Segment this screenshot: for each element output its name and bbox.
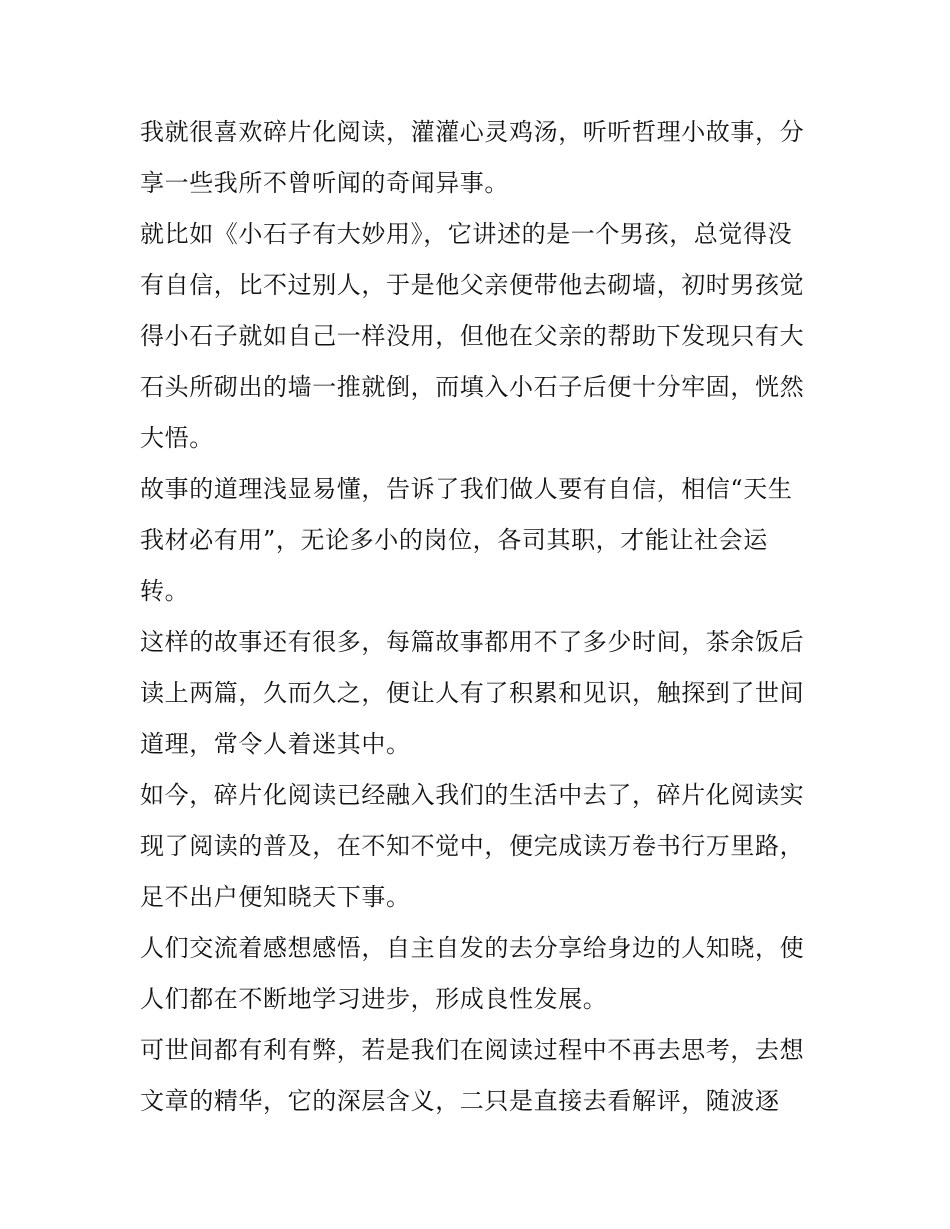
text-line: 就比如《小石子有大妙用》，它讲述的是一个男孩，总觉得没: [140, 220, 793, 248]
text-line: 享一些我所不曾听闻的奇闻异事。: [140, 169, 509, 197]
text-line: 人们都在不断地学习进步，形成良性发展。: [140, 985, 608, 1013]
text-line: 石头所砌出的墙一推就倒，而填入小石子后便十分牢固，恍然: [140, 373, 805, 401]
text-line: 人们交流着感想感悟，自主自发的去分享给身边的人知晓，使: [140, 934, 805, 962]
text-line: 现了阅读的普及，在不知不觉中，便完成读万卷书行万里路，: [140, 832, 805, 860]
text-line: 这样的故事还有很多，每篇故事都用不了多少时间，茶余饭后: [140, 628, 805, 656]
text-line: 有自信，比不过别人，于是他父亲便带他去砌墙，初时男孩觉: [140, 271, 805, 299]
text-line: 我材必有用”，无论多小的岗位，各司其职，才能让社会运: [140, 526, 768, 554]
text-line: 读上两篇，久而久之，便让人有了积累和见识，触探到了世间: [140, 679, 805, 707]
text-line: 可世间都有利有弊，若是我们在阅读过程中不再去思考，去想: [140, 1036, 805, 1064]
text-line: 故事的道理浅显易懂，告诉了我们做人要有自信，相信“天生: [140, 475, 793, 503]
essay-body: [140, 107, 820, 1127]
text-line: 道理，常令人着迷其中。: [140, 730, 411, 758]
text-line: 我就很喜欢碎片化阅读，灌灌心灵鸡汤，听听哲理小故事，分: [140, 118, 805, 146]
text-line: 足不出户便知晓天下事。: [140, 883, 411, 911]
text-line: 如今，碎片化阅读已经融入我们的生活中去了，碎片化阅读实: [140, 781, 805, 809]
text-line: 得小石子就如自己一样没用，但他在父亲的帮助下发现只有大: [140, 322, 805, 350]
text-line: 文章的精华，它的深层含义，二只是直接去看解评，随波逐: [140, 1087, 780, 1115]
text-line: 大悟。: [140, 424, 214, 452]
text-line: 转。: [140, 577, 190, 605]
